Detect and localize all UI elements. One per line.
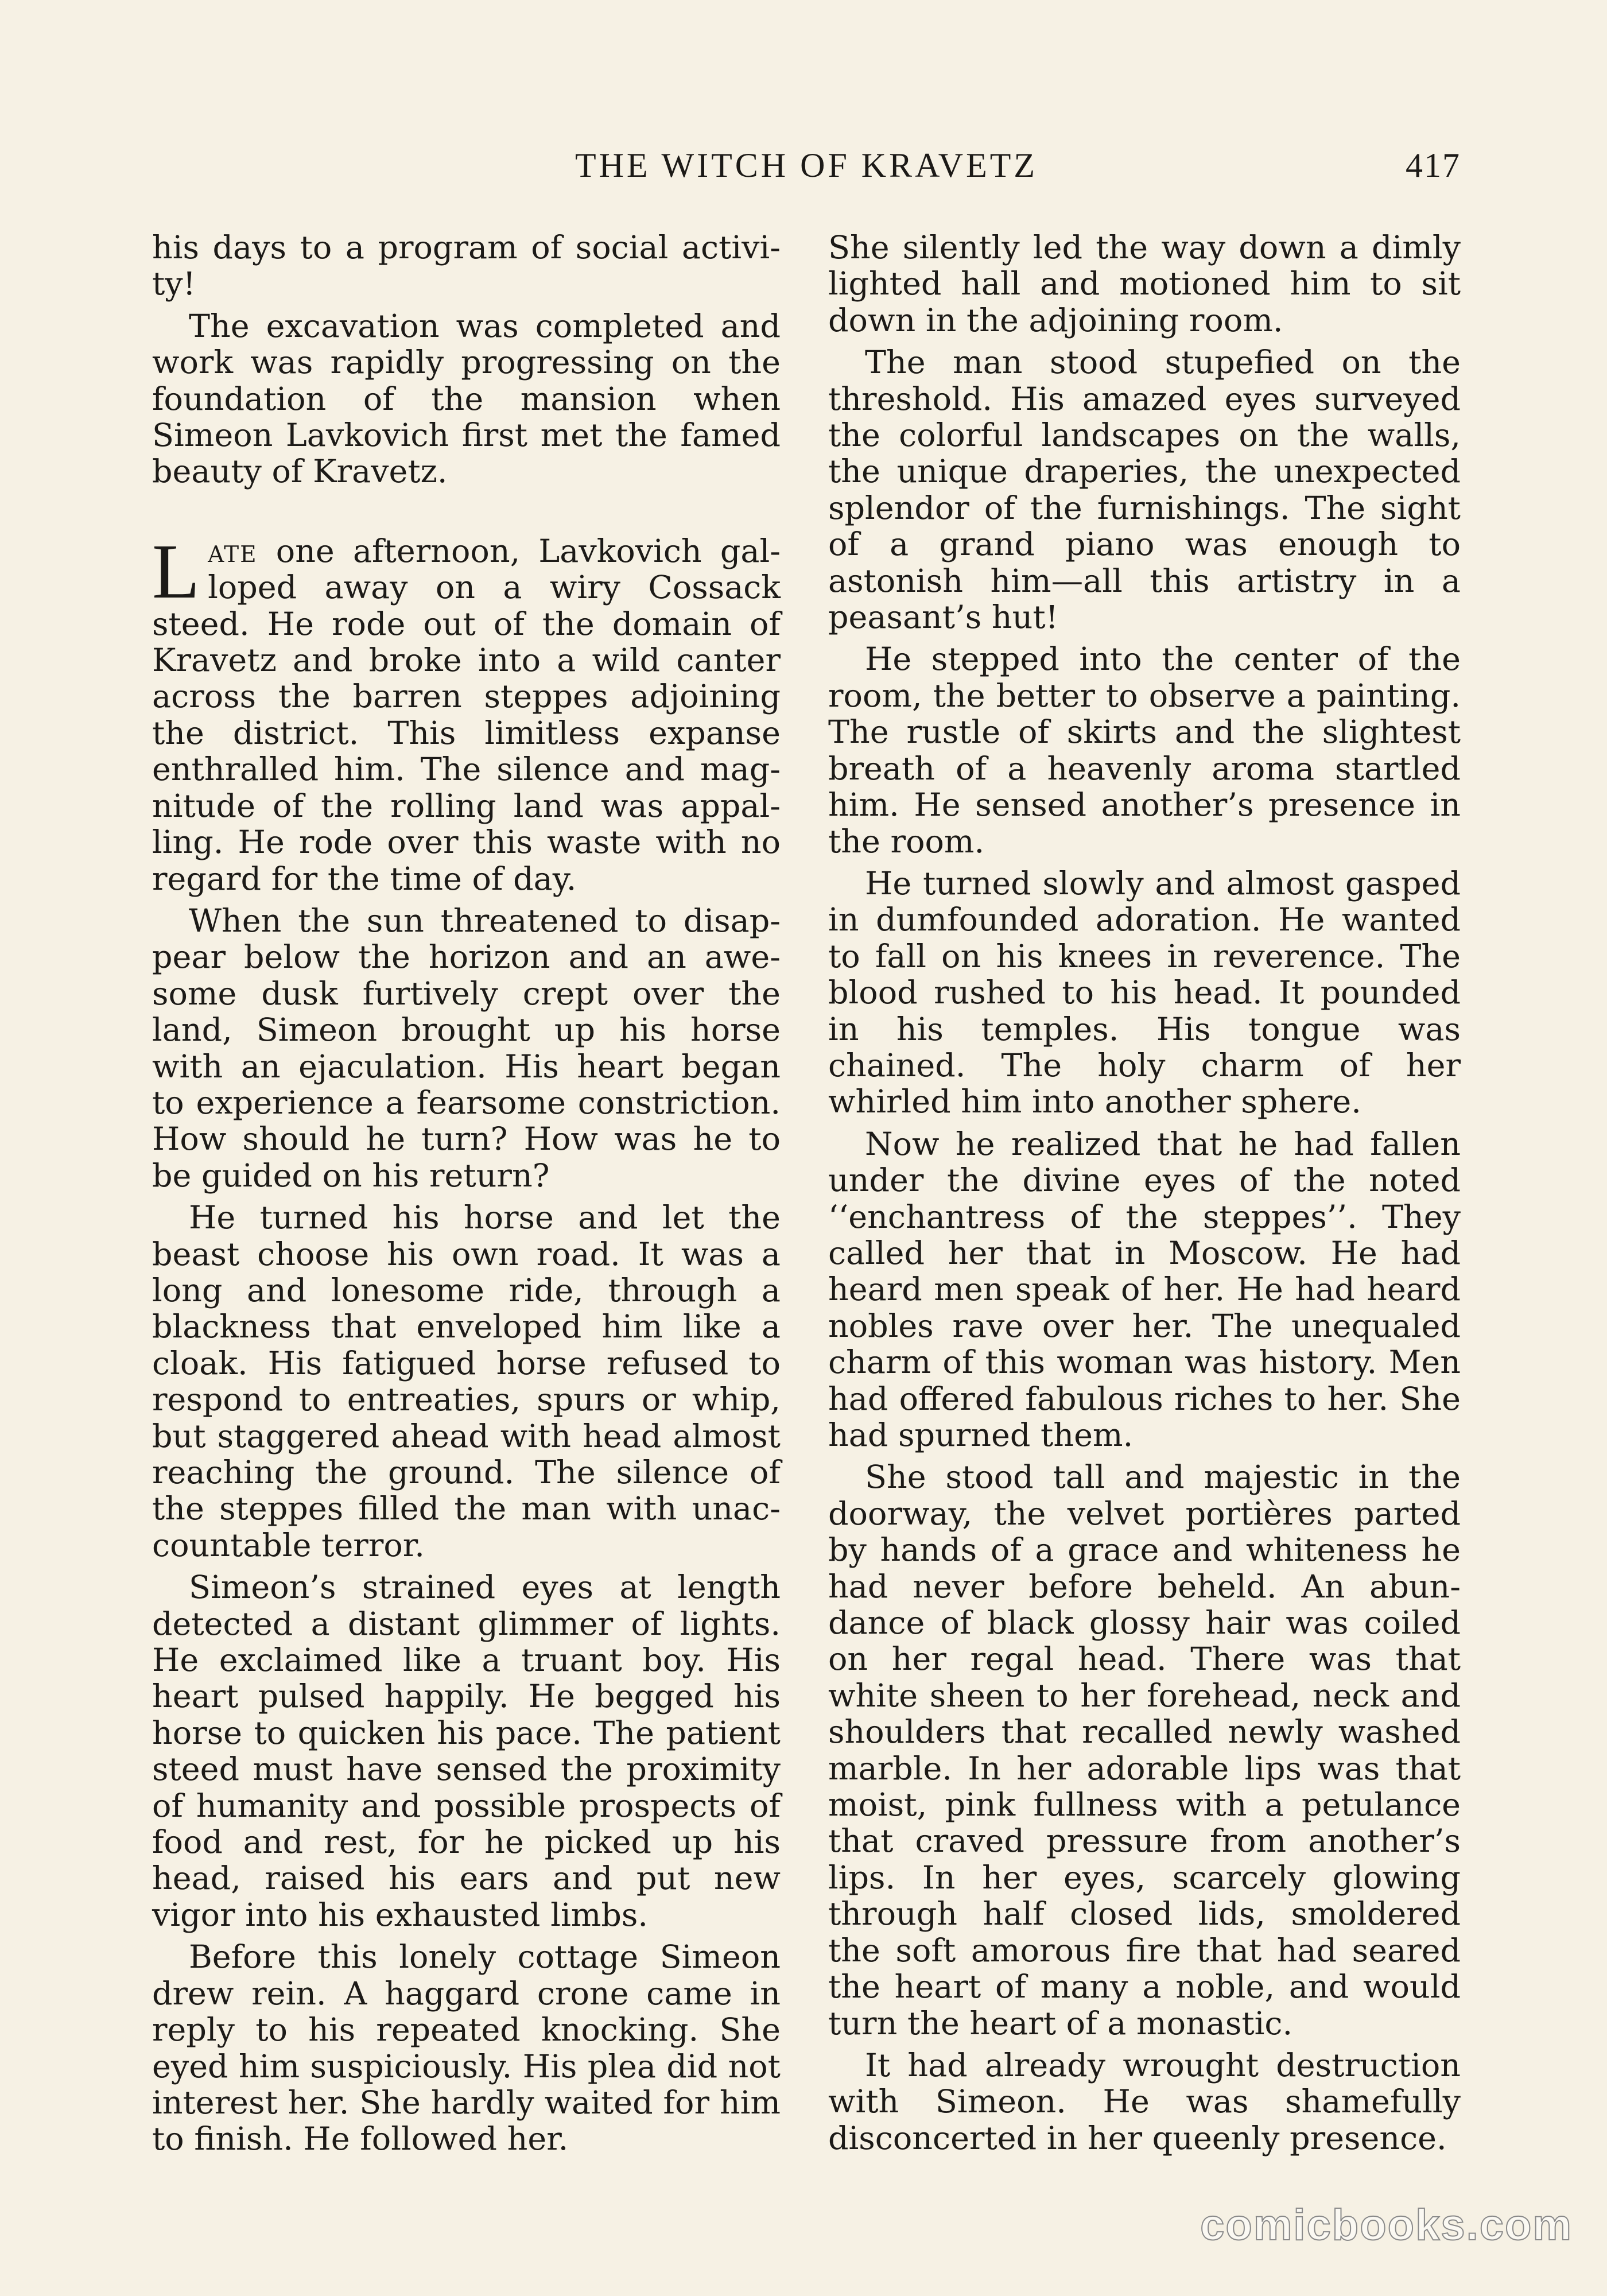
left-column — [152, 230, 781, 2163]
paragraph: She stood tall and majestic in the doorway, the velvet portières parted by hands of a grace and whiteness he had never before beheld. An abundance of black glossy hair was coiled on her regal head. There was that white sheen to her forehead, neck and shoulders that recalled newly washed marble. In her adorable lips was that moist, pink fullness with a petulance that craved pressure from another’s lips. In her eyes, scarcely glowing through half closed lids, smoldered the soft amorous fire that had seared the heart of many a noble, and would turn the heart of a monastic. — [828, 1459, 1461, 2042]
page-number: 417 — [1406, 146, 1461, 184]
paragraph: She silently led the way down a dimly lighted hall and motioned him to sit down in the adjoining room. — [828, 229, 1461, 339]
section-opening-paragraph — [152, 528, 781, 898]
paragraph: It had already wrought destruction with Simeon. He was shamefully disconcerted in her queenly presence. — [828, 2046, 1461, 2157]
paragraph: He turned his horse and let the beast choose his own road. It was a long and lonesome ride, through a blackness that enveloped him like a cloak. His fatigued horse refused to respond to entreaties, spurs or whip, but staggered ahead with head almost reaching the ground. The silence of the steppes filled the man with unaccountable terror. — [152, 1199, 781, 1564]
small-caps-lead: ate — [208, 532, 258, 570]
paragraph-text: one afternoon, Lavkovich galloped away on a wiry Cossack steed. He rode out of the domain of Kravetz and broke into a wild canter across the barren steppes adjoining the district. This limitless expanse enthralled him. The silence and magnitude of the rolling land was appalling. He rode over this waste with no regard for the time of day. — [152, 532, 781, 898]
paragraph: Simeon’s strained eyes at length detected a distant glimmer of lights. He exclaimed like a truant boy. His heart pulsed happily. He begged his horse to quicken his pace. The patient steed must have sensed the proximity of humanity and possible prospects of food and rest, for he picked up his head, raised his ears and put new vigor into his exhausted limbs. — [152, 1569, 781, 1934]
right-column — [828, 230, 1461, 2162]
paragraph: He stepped into the center of the room, the better to observe a painting. The rustle of skirts and the slightest breath of a heavenly aroma startled him. He sensed another’s presence in the room. — [828, 641, 1461, 860]
paragraph: He turned slowly and almost gasped in dumfounded adoration. He wanted to fall on his knees in reverence. The blood rushed to his head. It pounded in his temples. His tongue was chained. The holy charm of her whirled him into another sphere. — [828, 864, 1461, 1121]
paragraph: Before this lonely cottage Simeon drew rein. A haggard crone came in reply to his repeated knocking. She eyed him suspiciously. His plea did not interest her. She hardly waited for him to finish. He followed her. — [152, 1938, 781, 2158]
paragraph: When the sun threatened to disappear below the horizon and an awesome dusk furtively crept over the land, Simeon brought up his horse with an ejaculation. His heart began to experience a fearsome constriction. How should he turn? How was he to be guided on his return? — [152, 902, 781, 1194]
running-title: THE WITCH OF KRAVETZ — [575, 146, 1038, 184]
paragraph: Now he realized that he had fallen under the divine eyes of the noted ‘‘enchantress of the steppes’’. They called her that in Moscow. He had heard men speak of her. He had heard nobles rave over her. The unequaled charm of this woman was history. Men had offered fabulous riches to her. She had spurned them. — [828, 1125, 1461, 1454]
paragraph: his days to a program of social activity! — [152, 229, 781, 303]
page-header — [152, 142, 1461, 188]
watermark: comicbooks.com — [1200, 2201, 1573, 2250]
paragraph: The excavation was completed and work was rapidly progressing on the foundation of the mansion when Simeon Lavkovich first met the famed beauty of Kravetz. — [152, 307, 781, 491]
drop-cap: L — [152, 528, 200, 615]
paragraph: The man stood stupefied on the threshold. His amazed eyes surveyed the colorful landscapes on the walls, the unique draperies, the unexpected splendor of the furnishings. The sight of a grand piano was enough to astonish him—all this artistry in a peasant’s hut! — [828, 344, 1461, 637]
